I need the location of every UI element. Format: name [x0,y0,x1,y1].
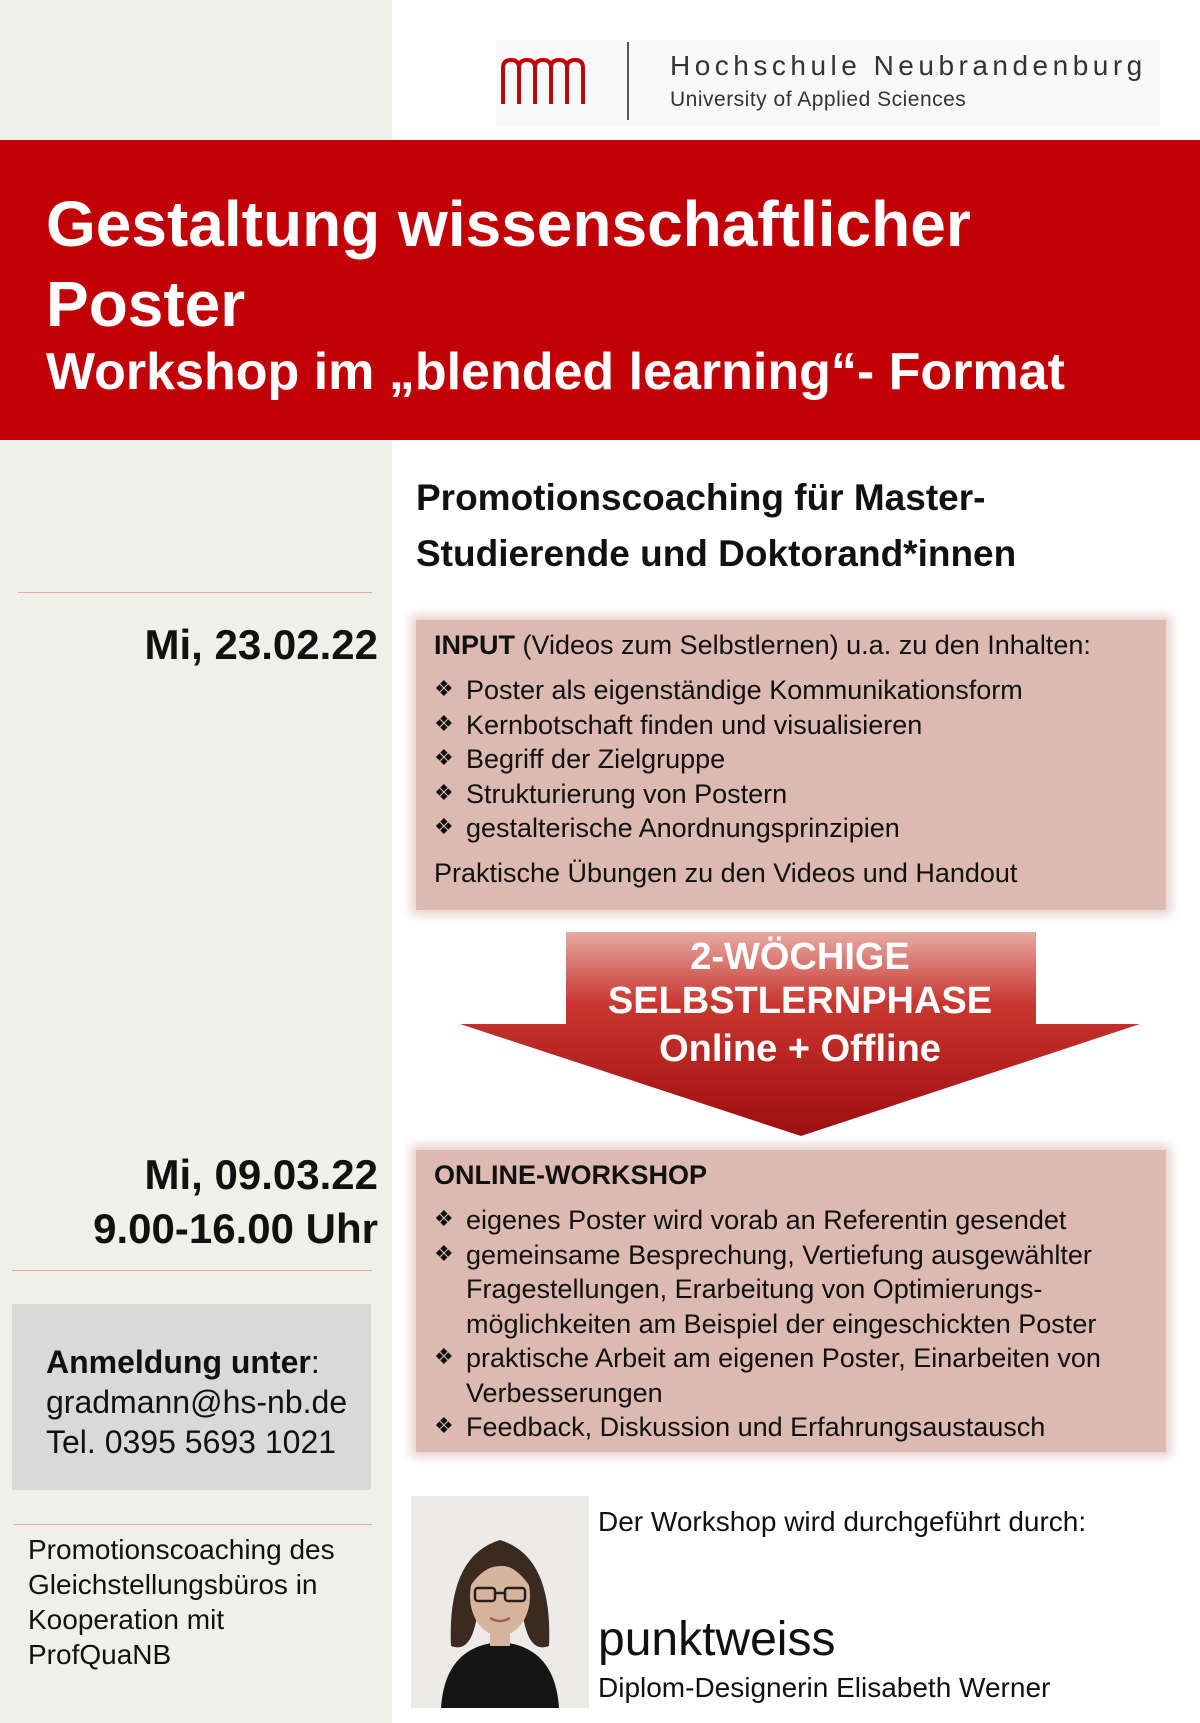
session1-date: Mi, 23.02.22 [144,621,378,668]
input-footer: Praktische Übungen zu den Videos und Handout [434,857,1018,888]
list-item: ❖ Poster als eigenständige Kommunikationsform [434,673,1148,708]
divider-line [18,592,372,593]
phase-line-1: 2-WÖCHIGE [690,936,910,978]
list-item: ❖ gemeinsame Besprechung, Vertiefung ausgewählter Fragestellungen, Erarbeitung von Optimierungs-möglichkeiten am Beispiel der eingeschickten Poster [434,1239,1097,1339]
divider-line [12,1270,372,1271]
trainer-brand: punktweiss [598,1613,836,1666]
bullet-icon: ❖ [434,746,454,771]
input-heading-rest: (Videos zum Selbstlernen) u.a. zu den Inhalten: [515,630,1091,660]
poster-subtitle: Workshop im „blended learning“- Format [46,343,1065,401]
bullet-icon: ❖ [434,1345,454,1370]
input-heading-bold: INPUT [434,630,515,660]
registration-label: Anmeldung unter: [46,1344,320,1380]
bullet-icon: ❖ [434,1241,454,1267]
registration-phone[interactable]: Tel. 0395 5693 1021 [46,1424,337,1460]
trainer-name: Diplom-Designerin Elisabeth Werner [598,1672,1051,1703]
bullet-icon: ❖ [434,780,454,806]
phase-line-3: Online + Offline [659,1028,941,1070]
portrait-image [411,1496,589,1708]
logo-divider [627,42,629,120]
audience-line-2: Studierende und Doktorand*innen [416,533,1017,574]
list-item: ❖ Begriff der Zielgruppe [434,742,1148,777]
registration-email[interactable]: gradmann@hs-nb.de [46,1384,348,1420]
list-item: ❖ gestalterische Anordnungsprinzipien [434,811,1148,846]
list-item: ❖ praktische Arbeit am eigenen Poster, Einarbeiten von Verbesserungen [434,1343,1101,1408]
divider-line [14,1524,372,1525]
university-emblem-icon [499,56,589,106]
list-item: ❖ Strukturierung von Postern [434,777,1148,812]
target-audience-heading [416,470,1116,582]
session2-date: Mi, 09.03.22 [144,1151,378,1198]
bullet-icon: ❖ [434,815,454,840]
phase-line-2: SELBSTLERNPHASE [607,980,993,1022]
institution-subtitle: University of Applied Sciences [670,88,967,111]
organizer-note: Promotionscoaching des Gleichstellungsbüros in Kooperation mit ProfQuaNB [28,1534,335,1670]
poster-title: Gestaltung wissenschaftlicher Poster [46,188,971,340]
bullet-icon: ❖ [434,677,454,702]
trainer-intro: Der Workshop wird durchgeführt durch: [598,1506,1087,1537]
session2-time: 9.00-16.00 Uhr [93,1205,378,1252]
bullet-icon: ❖ [434,711,454,737]
self-learning-arrow [460,932,1140,1136]
audience-line-1: Promotionscoaching für Master- [416,477,986,518]
input-topic-list [434,673,1148,846]
university-logo [496,40,1160,126]
input-box [416,620,1166,910]
institution-name: Hochschule Neubrandenburg [670,50,1147,81]
online-workshop-box [416,1150,1166,1452]
workshop-heading: ONLINE-WORKSHOP [434,1160,707,1190]
list-item: ❖ Kernbotschaft finden und visualisieren [434,708,1148,743]
title-banner [0,140,1200,440]
input-heading [434,630,1148,661]
trainer-photo [411,1496,589,1708]
bullet-icon: ❖ [434,1414,454,1439]
workshop-topic-list [434,1203,1148,1445]
registration-box [12,1304,371,1490]
bullet-icon: ❖ [434,1207,454,1232]
list-item: ❖ eigenes Poster wird vorab an Referentin gesendet [434,1203,1148,1238]
list-item: ❖ Feedback, Diskussion und Erfahrungsaustausch [434,1410,1148,1445]
